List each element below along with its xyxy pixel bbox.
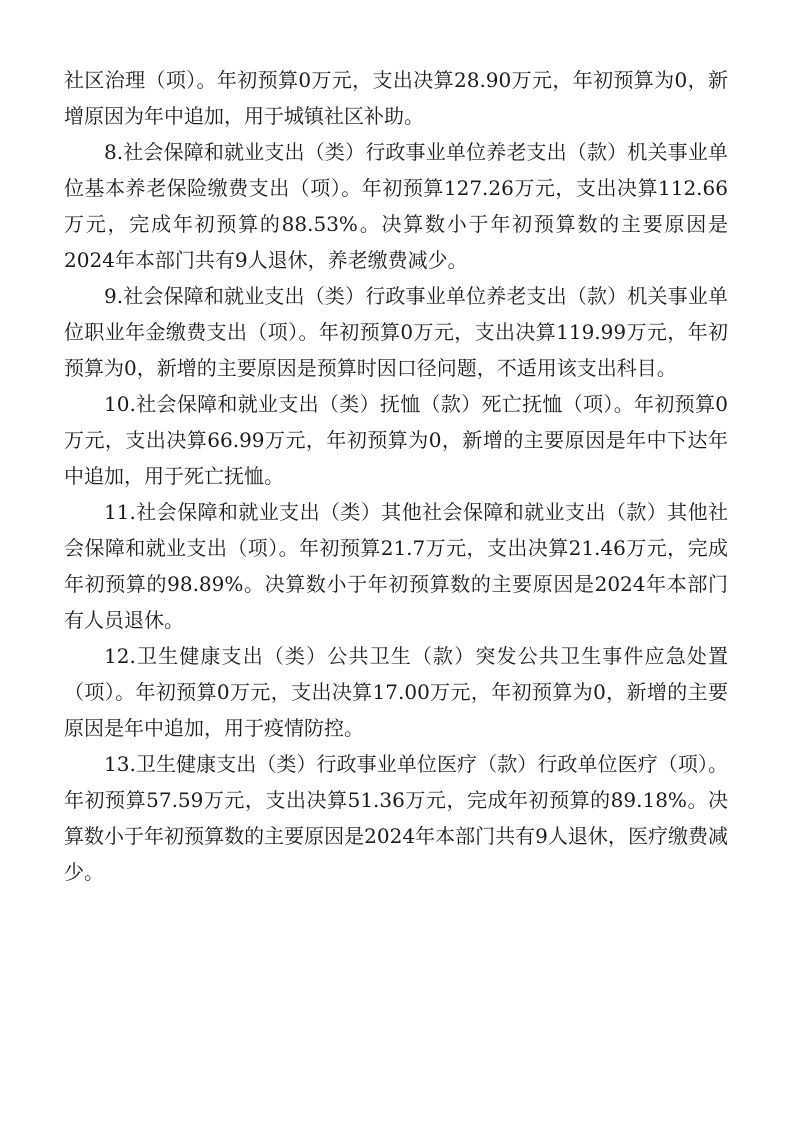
paragraph-item-12: 12.卫生健康支出（类）公共卫生（款）突发公共卫生事件应急处置（项）。年初预算0万元，支出决算17.00万元，年初预算为0，新增的主要原因是年中追加，用于疫情防控。 (64, 644, 728, 740)
document-body (64, 62, 728, 890)
paragraph-item-11: 11.社会保障和就业支出（类）其他社会保障和就业支出（款）其他社会保障和就业支出（项）。年初预算21.7万元，支出决算21.46万元，完成年初预算的98.89%。决算数小于年初预算数的主要原因是2024年本部门有人员退休。 (64, 500, 728, 632)
paragraph-item-13: 13.卫生健康支出（类）行政事业单位医疗（款）行政单位医疗（项）。年初预算57.59万元，支出决算51.36万元，完成年初预算的89.18%。决算数小于年初预算数的主要原因是2024年本部门共有9人退休，医疗缴费减少。 (64, 752, 728, 884)
paragraph-item-8: 8.社会保障和就业支出（类）行政事业单位养老支出（款）机关事业单位基本养老保险缴费支出（项）。年初预算127.26万元，支出决算112.66万元，完成年初预算的88.53%。决算数小于年初预算数的主要原因是2024年本部门共有9人退休，养老缴费减少。 (64, 140, 728, 272)
paragraph-item-9: 9.社会保障和就业支出（类）行政事业单位养老支出（款）机关事业单位职业年金缴费支出（项）。年初预算0万元，支出决算119.99万元，年初预算为0，新增的主要原因是预算时因口径问题，不适用该支出科目。 (64, 284, 728, 380)
paragraph-continuation: 社区治理（项）。年初预算0万元，支出决算28.90万元，年初预算为0，新增原因为年中追加，用于城镇社区补助。 (64, 68, 728, 128)
paragraph-item-10: 10.社会保障和就业支出（类）抚恤（款）死亡抚恤（项）。年初预算0万元，支出决算66.99万元，年初预算为0，新增的主要原因是年中下达年中追加，用于死亡抚恤。 (64, 392, 728, 488)
